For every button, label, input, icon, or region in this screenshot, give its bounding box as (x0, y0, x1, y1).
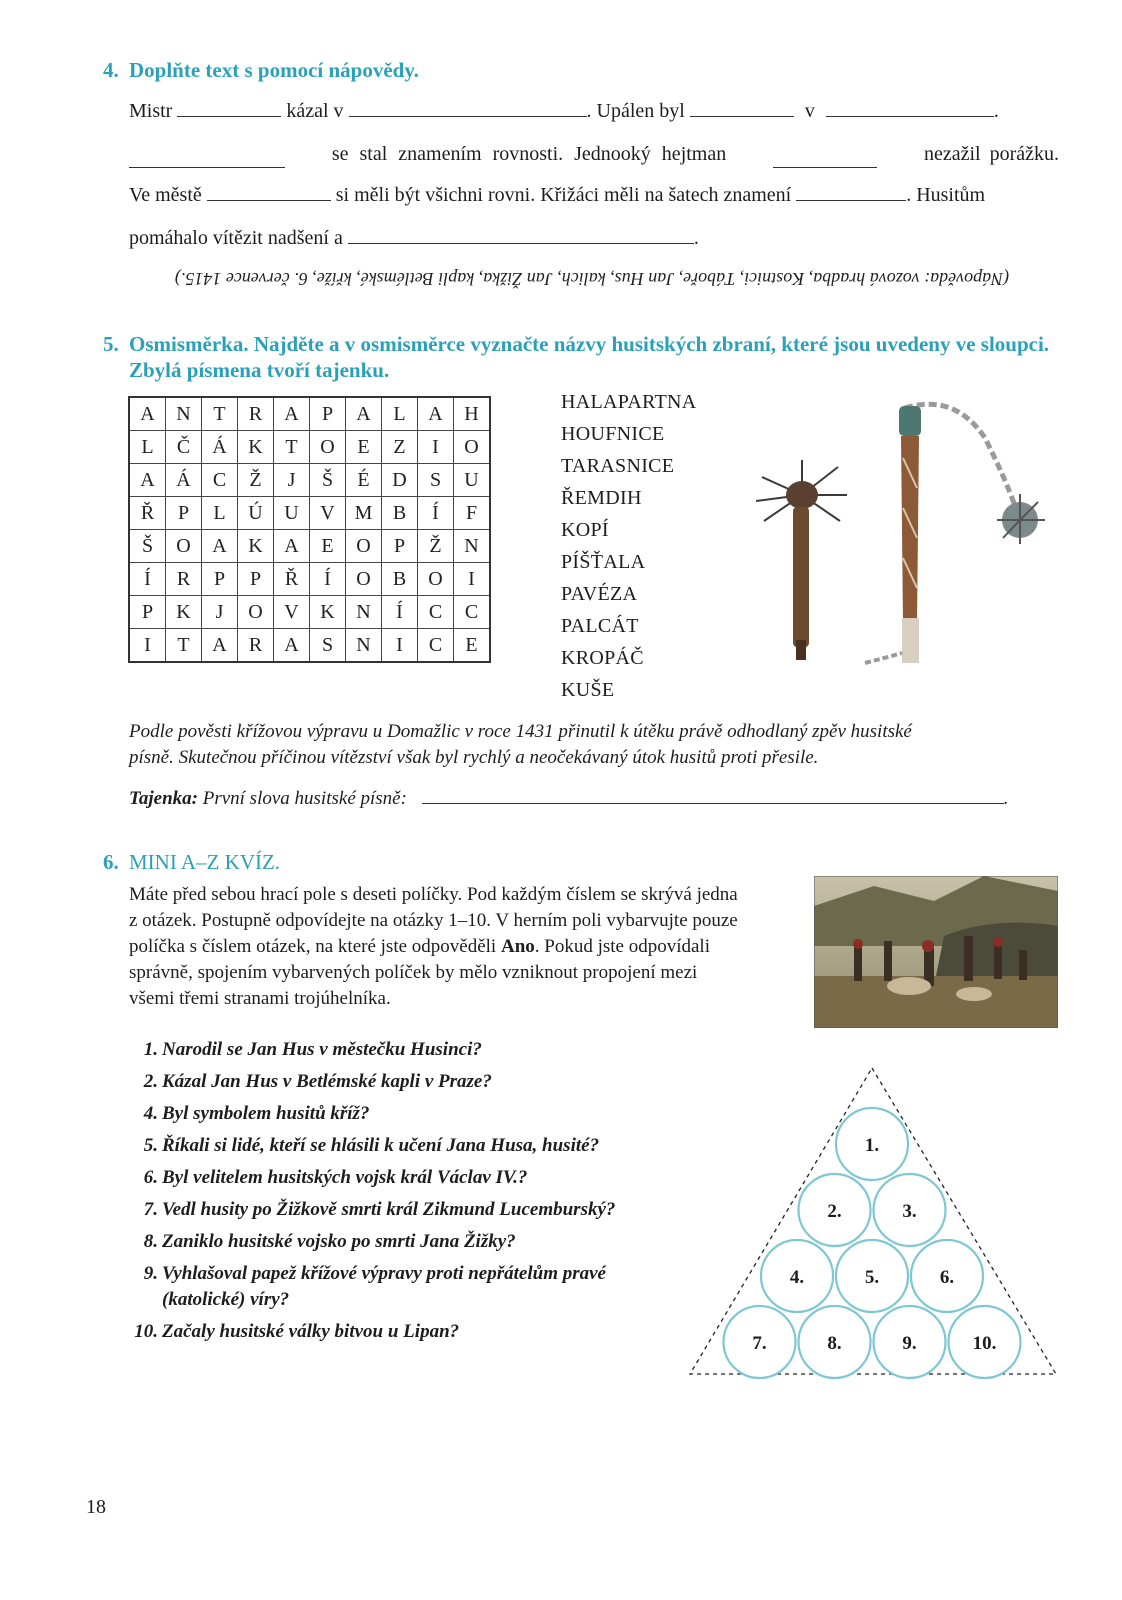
exercise-6-heading (103, 850, 280, 875)
fill-line-2 (129, 143, 1059, 168)
instruction-line: z otázek. Postupně odpovídejte na otázky 1–10. V herním poli vybarvujte pouze (129, 910, 738, 931)
exercise-number: 4. (103, 58, 119, 82)
grid-cell[interactable]: N (454, 530, 491, 563)
text-fragment: v (804, 100, 815, 122)
exercise-4-heading (103, 58, 419, 83)
fill-line-1 (129, 100, 999, 123)
grid-cell[interactable]: I (382, 629, 418, 663)
grid-cell[interactable]: É (346, 464, 382, 497)
grid-cell[interactable]: O (454, 431, 491, 464)
question-number: 7. (143, 1199, 158, 1220)
grid-cell[interactable]: Í (129, 563, 166, 596)
question-text: Začaly husitské války bitvou u Lipan? (162, 1321, 460, 1342)
question-number: 4. (143, 1103, 158, 1124)
grid-cell[interactable]: U (274, 497, 310, 530)
grid-row (129, 530, 490, 563)
legend-paragraph (129, 719, 912, 771)
weapon-word: KOPÍ (561, 519, 609, 541)
text-fragment: si měli být všichni rovni. Křižáci měli na šatech znamení (335, 184, 792, 206)
tajenka-line (129, 786, 1008, 812)
grid-cell[interactable]: C (418, 596, 454, 629)
blank-field[interactable] (348, 227, 694, 244)
grid-cell[interactable]: T (202, 397, 238, 431)
grid-cell[interactable]: U (454, 464, 491, 497)
grid-cell[interactable]: V (274, 596, 310, 629)
fill-line-4 (129, 227, 699, 250)
board-cell-7[interactable] (724, 1306, 796, 1378)
page-number: 18 (86, 1496, 106, 1518)
grid-cell[interactable]: I (129, 629, 166, 663)
triangle-game-board (688, 1064, 1060, 1380)
grid-cell[interactable]: P (238, 563, 274, 596)
board-cell-1[interactable] (836, 1108, 908, 1180)
grid-cell[interactable]: E (310, 530, 346, 563)
blank-field[interactable] (129, 151, 285, 168)
grid-cell[interactable]: Í (310, 563, 346, 596)
board-cell-label: 6. (939, 1267, 955, 1288)
grid-cell[interactable]: Ž (418, 530, 454, 563)
exercise-title: MINI A–Z KVÍZ. (129, 850, 281, 874)
quiz-question (134, 1130, 714, 1162)
grid-cell[interactable]: C (454, 596, 491, 629)
grid-cell[interactable]: R (238, 629, 274, 663)
board-cell-label: 3. (902, 1201, 917, 1222)
grid-row (129, 596, 490, 629)
grid-cell[interactable]: O (310, 431, 346, 464)
grid-cell[interactable]: Č (166, 431, 202, 464)
board-cell-2[interactable] (799, 1174, 871, 1246)
text-fragment: . (993, 100, 999, 122)
grid-cell[interactable]: P (129, 596, 166, 629)
board-cell-3[interactable] (874, 1174, 946, 1246)
grid-row (129, 431, 490, 464)
quiz-question (134, 1098, 714, 1130)
word-search-grid (128, 396, 491, 663)
text-fragment: . (693, 227, 699, 249)
text-fragment: . Upálen byl (586, 100, 685, 122)
grid-cell[interactable]: A (202, 629, 238, 663)
grid-cell[interactable]: O (346, 530, 382, 563)
grid-cell[interactable]: A (346, 397, 382, 431)
grid-cell[interactable]: A (129, 464, 166, 497)
exercise-title: Doplňte text s pomocí nápovědy. (129, 58, 419, 82)
question-text: Byl symbolem husitů kříž? (162, 1103, 370, 1124)
grid-cell[interactable]: Á (166, 464, 202, 497)
question-number: 2. (143, 1071, 158, 1092)
board-cell-5[interactable] (836, 1240, 908, 1312)
grid-row (129, 397, 490, 431)
grid-cell[interactable]: A (274, 397, 310, 431)
grid-cell[interactable]: B (382, 497, 418, 530)
grid-cell[interactable]: P (382, 530, 418, 563)
question-text: Říkali si lidé, kteří se hlásili k učení Jana Husa, husité? (162, 1135, 600, 1156)
grid-cell[interactable]: Ř (129, 497, 166, 530)
board-cell-label: 4. (789, 1267, 805, 1288)
grid-cell[interactable]: O (238, 596, 274, 629)
grid-cell[interactable]: J (202, 596, 238, 629)
grid-cell[interactable]: Á (202, 431, 238, 464)
quiz-question (134, 1066, 714, 1098)
instruction-line: Máte před sebou hrací pole s deseti políčky. Pod každým číslem se skrývá jedna (129, 884, 738, 905)
exercise-5-heading (103, 331, 1063, 383)
grid-cell[interactable]: R (238, 397, 274, 431)
grid-cell[interactable]: I (418, 431, 454, 464)
weapon-word: KROPÁČ (561, 647, 644, 669)
weapon-word: PÍŠŤALA (561, 551, 646, 573)
grid-cell[interactable]: A (274, 530, 310, 563)
weapon-word: PALCÁT (561, 615, 639, 637)
quiz-question (134, 1162, 714, 1194)
text-fragment: . (1003, 788, 1009, 809)
grid-cell[interactable]: K (238, 431, 274, 464)
exercise-number: 5. (103, 332, 119, 356)
exercise-number: 6. (103, 850, 119, 874)
question-number: 5. (143, 1135, 158, 1156)
grid-cell[interactable]: N (346, 596, 382, 629)
grid-cell[interactable]: K (238, 530, 274, 563)
grid-row (129, 497, 490, 530)
blank-field[interactable] (796, 184, 906, 201)
question-number: 8. (143, 1231, 158, 1252)
grid-cell[interactable]: Ú (238, 497, 274, 530)
blank-field[interactable] (826, 100, 994, 117)
weapon-word: KUŠE (561, 679, 615, 701)
weapon-word: ŘEMDIH (561, 487, 642, 509)
grid-cell[interactable]: Z (382, 431, 418, 464)
grid-cell[interactable]: O (418, 563, 454, 596)
board-cell-label: 5. (864, 1267, 880, 1288)
board-cell-10[interactable] (949, 1306, 1021, 1378)
grid-cell[interactable]: L (129, 431, 166, 464)
question-number: 9. (143, 1263, 158, 1284)
flail-illustration-icon (855, 398, 1045, 678)
blank-field[interactable] (690, 100, 794, 117)
blank-field[interactable] (349, 100, 587, 117)
question-text: Zaniklo husitské vojsko po smrti Jana Žižky? (162, 1231, 516, 1252)
legend-line: Podle pověsti křížovou výpravu u Domažlic v roce 1431 přinutil k útěku právě odhodlaný zpěv husitské (129, 721, 912, 742)
grid-cell[interactable]: J (274, 464, 310, 497)
quiz-question (134, 1316, 714, 1348)
grid-cell[interactable]: F (454, 497, 491, 530)
battle-painting-image (814, 876, 1058, 1028)
grid-cell[interactable]: A (274, 629, 310, 663)
grid-cell[interactable]: E (346, 431, 382, 464)
quiz-question-list (134, 1034, 714, 1348)
grid-cell[interactable]: P (166, 497, 202, 530)
grid-cell[interactable]: P (202, 563, 238, 596)
board-cell-label: 9. (902, 1333, 917, 1354)
grid-cell[interactable]: M (346, 497, 382, 530)
grid-table (128, 396, 491, 663)
grid-cell[interactable]: C (202, 464, 238, 497)
grid-cell[interactable]: Ž (238, 464, 274, 497)
tajenka-label: Tajenka: (129, 788, 198, 809)
question-number: 6. (143, 1167, 158, 1188)
grid-row (129, 563, 490, 596)
fill-line-3 (129, 184, 985, 207)
board-cell-9[interactable] (874, 1306, 946, 1378)
legend-line: písně. Skutečnou příčinou vítězství však byl rychlý a neočekávaný útok husitů proti přesile. (129, 747, 819, 768)
quiz-question (134, 1194, 714, 1226)
grid-cell[interactable]: I (454, 563, 491, 596)
question-text: Vedl husity po Žižkově smrti král Zikmund Lucemburský? (162, 1199, 616, 1220)
question-text: Narodil se Jan Hus v městečku Husinci? (162, 1039, 482, 1060)
text-fragment: . Pokud jste odpovídali (534, 936, 710, 957)
grid-cell[interactable]: B (382, 563, 418, 596)
question-text: Kázal Jan Hus v Betlémské kapli v Praze? (162, 1071, 492, 1092)
grid-cell[interactable]: O (346, 563, 382, 596)
grid-row (129, 464, 490, 497)
grid-cell[interactable]: R (166, 563, 202, 596)
grid-row (129, 629, 490, 663)
board-cell-6[interactable] (911, 1240, 983, 1312)
mace-illustration-icon (752, 455, 857, 670)
board-cell-label: 1. (864, 1135, 880, 1156)
board-cell-4[interactable] (761, 1240, 833, 1312)
text-fragment: pomáhalo vítězit nadšení a (129, 227, 343, 249)
text-fragment: nezažil porážku. (923, 143, 1059, 165)
weapon-word: TARASNICE (561, 455, 675, 477)
grid-cell[interactable]: V (310, 497, 346, 530)
text-fragment: kázal v (286, 100, 344, 122)
grid-cell[interactable]: L (382, 397, 418, 431)
weapon-word: PAVÉZA (561, 583, 638, 605)
grid-cell[interactable]: D (382, 464, 418, 497)
tajenka-answer-field[interactable] (422, 787, 1004, 804)
grid-cell[interactable]: P (310, 397, 346, 431)
grid-cell[interactable]: Š (129, 530, 166, 563)
grid-cell[interactable]: O (166, 530, 202, 563)
upside-down-hint: (Nápověda: vozová hradba, Kostnici, Táboře, Jan Hus, kalich, Jan Žižka, kapli Betlémské, kříže, 6. července 1415.) (174, 269, 1010, 289)
grid-cell[interactable]: K (166, 596, 202, 629)
question-number: 10. (134, 1321, 158, 1342)
grid-cell[interactable]: N (346, 629, 382, 663)
grid-cell[interactable]: T (274, 431, 310, 464)
instruction-line (129, 934, 799, 960)
board-cell-label: 7. (752, 1333, 767, 1354)
blank-field[interactable] (177, 100, 281, 117)
grid-cell[interactable]: A (418, 397, 454, 431)
grid-cell[interactable]: Í (382, 596, 418, 629)
grid-cell[interactable]: N (166, 397, 202, 431)
grid-cell[interactable]: A (129, 397, 166, 431)
grid-cell[interactable]: A (202, 530, 238, 563)
text-fragment: se stal znamením rovnosti. Jednooký hejtman (331, 143, 727, 165)
blank-field[interactable] (773, 151, 877, 168)
weapon-word-list (561, 386, 697, 706)
quiz-question (134, 1034, 714, 1066)
grid-cell[interactable]: E (454, 629, 491, 663)
answer-yes-emphasis: Ano (500, 936, 535, 957)
question-text: Byl velitelem husitských vojsk král Václav IV.? (162, 1167, 528, 1188)
board-cell-label: 8. (827, 1333, 842, 1354)
instruction-line: správně, spojením vybarvených políček by mělo vzniknout propojení mezi (129, 962, 698, 983)
grid-cell[interactable]: L (202, 497, 238, 530)
grid-cell[interactable]: K (310, 596, 346, 629)
exercise-subtitle: Zbylá písmena tvoří tajenku. (129, 358, 390, 382)
grid-cell[interactable]: H (454, 397, 491, 431)
quiz-instructions (129, 882, 799, 1012)
text-fragment: políčka s číslem otázek, na které jste odpověděli (129, 936, 497, 957)
grid-cell[interactable]: T (166, 629, 202, 663)
tajenka-text: První slova husitské písně: (202, 788, 407, 809)
board-cell-8[interactable] (799, 1306, 871, 1378)
grid-cell[interactable]: S (418, 464, 454, 497)
grid-cell[interactable]: Í (418, 497, 454, 530)
instruction-line: všemi třemi stranami trojúhelníka. (129, 988, 391, 1009)
text-fragment: . Husitům (906, 184, 986, 206)
grid-cell[interactable]: C (418, 629, 454, 663)
exercise-title: Osmisměrka. Najděte a v osmisměrce vyznačte názvy husitských zbraní, které jsou uvedeny ve sloupci. (129, 332, 1050, 356)
blank-field[interactable] (207, 184, 331, 201)
question-text: (katolické) víry? (162, 1289, 290, 1310)
question-number: 1. (143, 1039, 158, 1060)
question-text: Vyhlašoval papež křížové výpravy proti nepřátelům pravé (162, 1263, 606, 1284)
weapon-word: HALAPARTNA (561, 391, 697, 413)
board-cell-label: 2. (827, 1201, 842, 1222)
text-fragment: Ve městě (129, 184, 202, 206)
text-fragment: Mistr (129, 100, 173, 122)
grid-cell[interactable]: Š (310, 464, 346, 497)
quiz-question (134, 1226, 714, 1258)
grid-cell[interactable]: S (310, 629, 346, 663)
board-cell-label: 10. (972, 1333, 997, 1354)
grid-cell[interactable]: Ř (274, 563, 310, 596)
weapon-word: HOUFNICE (561, 423, 665, 445)
